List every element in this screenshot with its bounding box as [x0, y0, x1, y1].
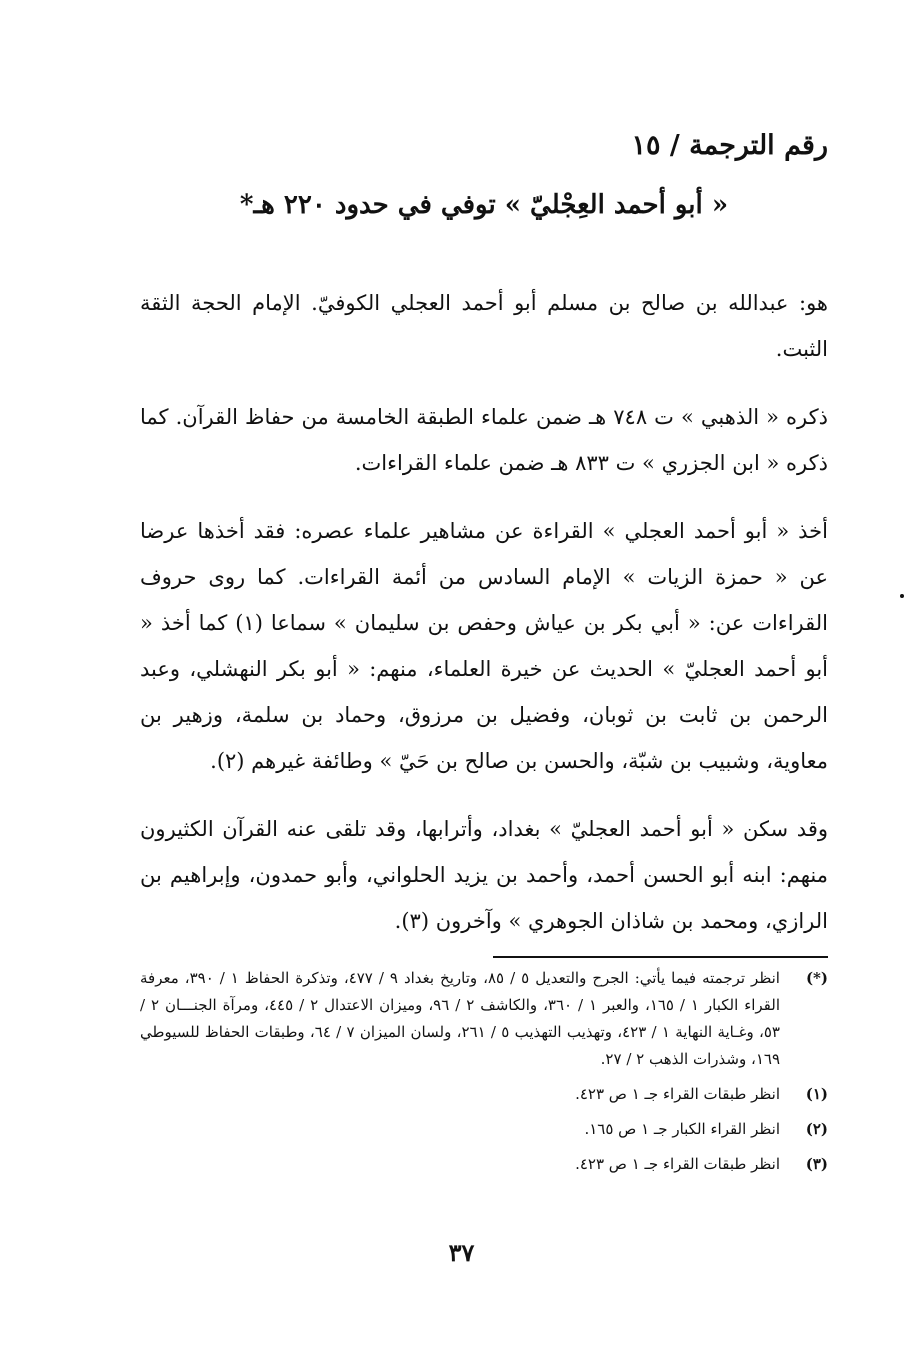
footnote-mark: (١) — [805, 1085, 828, 1103]
footnote-text: انظر طبقات القراء جـ ١ ص ٤٢٣. — [575, 1155, 780, 1173]
footnote-3 — [140, 1151, 828, 1178]
footnote-1 — [140, 1081, 828, 1108]
paragraph-mentions: ذكره « الذهبي » ت ٧٤٨ هـ ضمن علماء الطبقة الخامسة من حفاظ القرآن. كما ذكره « ابن الجزري » ت ٨٣٣ هـ ضمن علماء القراءات. — [140, 405, 828, 475]
scan-speck — [900, 594, 904, 598]
footnote-2 — [140, 1116, 828, 1143]
page-number: ٣٧ — [448, 1238, 475, 1267]
footnote-text: انظر القراء الكبار جـ ١ ص ١٦٥. — [584, 1120, 780, 1138]
footnote-star — [140, 965, 828, 1073]
paragraph-students: وقد سكن « أبو أحمد العجليّ » بغداد، وأترابها، وقد تلقى عنه القرآن الكثيرون منهم: ابنه أبو الحسن أحمد، وأحمد بن يزيد الحلواني، وأبو حمدون، وإبراهيم بن الرازي، ومحمد بن شاذان الجوهري » وآخرون (٣). — [140, 817, 828, 933]
entry-number-heading: رقم الترجمة / ١٥ — [631, 130, 828, 161]
paragraph-teachers: أخذ « أبو أحمد العجلي » القراءة عن مشاهير علماء عصره: فقد أخذها عرضا عن « حمزة الزيات » الإمام السادس من أئمة القراءات. كما روى حروف القراءات عن: « أبي بكر بن عياش وحفص بن سليمان » سماعا (١) كما أخذ « أبو أحمد العجليّ » الحديث عن خيرة العلماء، منهم: « أبو بكر النهشلي، وعبد الرحمن بن ثابت بن ثوبان، وفضيل بن مرزوق، وحماد بن سلمة، وزهير بن معاوية، وشبيب بن شبّة، والحسن بن صالح بن حَيّ » وطائفة غيرهم (٢). — [140, 519, 828, 773]
paragraph-identity: هو: عبدالله بن صالح بن مسلم أبو أحمد العجلي الكوفيّ. الإمام الحجة الثقة الثبت. — [140, 291, 828, 361]
footnote-mark: (٢) — [805, 1120, 828, 1138]
footnote-text: انظر ترجمته فيما يأتي: الجرح والتعديل ٥ / ٨٥، وتاريخ بغداد ٩ / ٤٧٧، وتذكرة الحفاظ ١ / ٣٩٠، معرفة القراء الكبار ١ / ١٦٥، والعبر ١ / ٣٦٠، والكاشف ٢ / ٩٦، وميزان الاعتدال ٢ / ٤٤٥، ومرآة الجنـــان ٢ / ٥٣، وغـاية النهاية ١ / ٤٢٣، وتهذيب التهذيب ٥ / ٢٦١، ولسان الميزان ٧ / ٦٤، وطبقات الحفاظ للسيوطي ١٦٩، وشذرات الذهب ٢ / ٢٧. — [140, 969, 781, 1068]
footnote-mark: (٣) — [805, 1155, 828, 1173]
footnote-text: انظر طبقات القراء جـ ١ ص ٤٢٣. — [575, 1085, 780, 1103]
footnotes — [140, 965, 828, 1186]
entry-title: « أبو أحمد العِجْليّ » توفي في حدود ٢٢٠ هـ* — [239, 190, 729, 220]
footnote-separator — [493, 956, 828, 958]
footnote-mark: (*) — [805, 969, 828, 987]
main-text — [140, 280, 828, 966]
